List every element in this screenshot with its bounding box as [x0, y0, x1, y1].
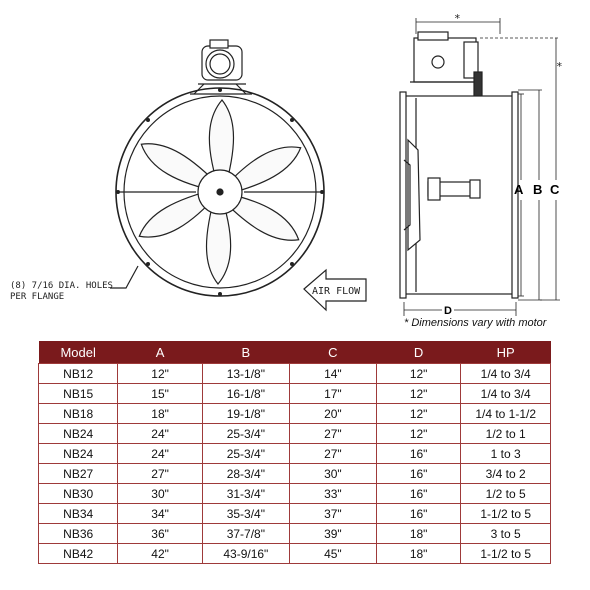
air-flow-arrow — [304, 270, 366, 310]
cell-model: NB15 — [39, 384, 118, 404]
table-row — [39, 444, 551, 464]
cell-hp: 1/4 to 3/4 — [461, 384, 551, 404]
cell-b: 35-3/4" — [202, 504, 289, 524]
dim-star-side: * — [556, 60, 563, 73]
cell-b: 43-9/16" — [202, 544, 289, 564]
cell-b: 28-3/4" — [202, 464, 289, 484]
cell-a: 12" — [118, 364, 202, 384]
dim-a-label: A — [514, 182, 524, 197]
cell-b: 25-3/4" — [202, 424, 289, 444]
table-row — [39, 384, 551, 404]
cell-a: 34" — [118, 504, 202, 524]
cell-d: 18" — [376, 544, 460, 564]
header-d: D — [376, 341, 460, 364]
cell-b: 16-1/8" — [202, 384, 289, 404]
cell-c: 37" — [289, 504, 376, 524]
cell-model: NB30 — [39, 484, 118, 504]
cell-c: 39" — [289, 524, 376, 544]
front-view — [110, 40, 324, 296]
cell-c: 27" — [289, 444, 376, 464]
table-row — [39, 424, 551, 444]
cell-b: 37-7/8" — [202, 524, 289, 544]
header-a: A — [118, 341, 202, 364]
header-hp: HP — [461, 341, 551, 364]
header-c: C — [289, 341, 376, 364]
table-row — [39, 484, 551, 504]
cell-b: 13-1/8" — [202, 364, 289, 384]
cell-d: 12" — [376, 404, 460, 424]
cell-a: 15" — [118, 384, 202, 404]
table-row — [39, 504, 551, 524]
cell-d: 16" — [376, 444, 460, 464]
cell-c: 20" — [289, 404, 376, 424]
cell-hp: 1/2 to 1 — [461, 424, 551, 444]
table-row — [39, 524, 551, 544]
dim-d-label: D — [444, 305, 452, 317]
cell-d: 16" — [376, 484, 460, 504]
cell-hp: 1-1/2 to 5 — [461, 544, 551, 564]
cell-hp: 1/2 to 5 — [461, 484, 551, 504]
table-row — [39, 464, 551, 484]
cell-c: 27" — [289, 424, 376, 444]
cell-hp: 3/4 to 2 — [461, 464, 551, 484]
cell-hp: 3 to 5 — [461, 524, 551, 544]
cell-d: 12" — [376, 384, 460, 404]
dim-c-label: C — [550, 182, 560, 197]
cell-a: 30" — [118, 484, 202, 504]
cell-b: 31-3/4" — [202, 484, 289, 504]
cell-a: 24" — [118, 444, 202, 464]
specs-table — [38, 341, 551, 564]
cell-c: 33" — [289, 484, 376, 504]
cell-b: 19-1/8" — [202, 404, 289, 424]
cell-d: 12" — [376, 364, 460, 384]
cell-d: 16" — [376, 504, 460, 524]
cell-model: NB24 — [39, 444, 118, 464]
cell-a: 18" — [118, 404, 202, 424]
cell-model: NB24 — [39, 424, 118, 444]
cell-a: 36" — [118, 524, 202, 544]
dim-b-label: B — [533, 182, 543, 197]
cell-model: NB36 — [39, 524, 118, 544]
table-row — [39, 404, 551, 424]
cell-hp: 1 to 3 — [461, 444, 551, 464]
air-flow-label: AIR FLOW — [312, 286, 361, 297]
cell-model: NB42 — [39, 544, 118, 564]
cell-model: NB27 — [39, 464, 118, 484]
header-b: B — [202, 341, 289, 364]
table-header-row — [39, 341, 551, 364]
cell-hp: 1/4 to 1-1/2 — [461, 404, 551, 424]
table-row — [39, 544, 551, 564]
cell-model: NB12 — [39, 364, 118, 384]
table-body — [39, 364, 551, 564]
cell-hp: 1-1/2 to 5 — [461, 504, 551, 524]
cell-b: 25-3/4" — [202, 444, 289, 464]
dimensions-footnote: * Dimensions vary with motor — [404, 317, 547, 329]
cell-c: 17" — [289, 384, 376, 404]
cell-c: 30" — [289, 464, 376, 484]
motor-front — [190, 40, 252, 94]
cell-a: 24" — [118, 424, 202, 444]
cell-d: 16" — [376, 464, 460, 484]
dim-star-top: * — [454, 12, 461, 25]
table-row — [39, 364, 551, 384]
cell-a: 42" — [118, 544, 202, 564]
cell-model: NB34 — [39, 504, 118, 524]
holes-note-line1: (8) 7/16 DIA. HOLES — [10, 281, 113, 291]
cell-hp: 1/4 to 3/4 — [461, 364, 551, 384]
header-model: Model — [39, 341, 118, 364]
cell-a: 27" — [118, 464, 202, 484]
cell-c: 45" — [289, 544, 376, 564]
cell-model: NB18 — [39, 404, 118, 424]
cell-c: 14" — [289, 364, 376, 384]
cell-d: 12" — [376, 424, 460, 444]
cell-d: 18" — [376, 524, 460, 544]
holes-note-line2: PER FLANGE — [10, 292, 65, 302]
side-view — [400, 18, 560, 316]
